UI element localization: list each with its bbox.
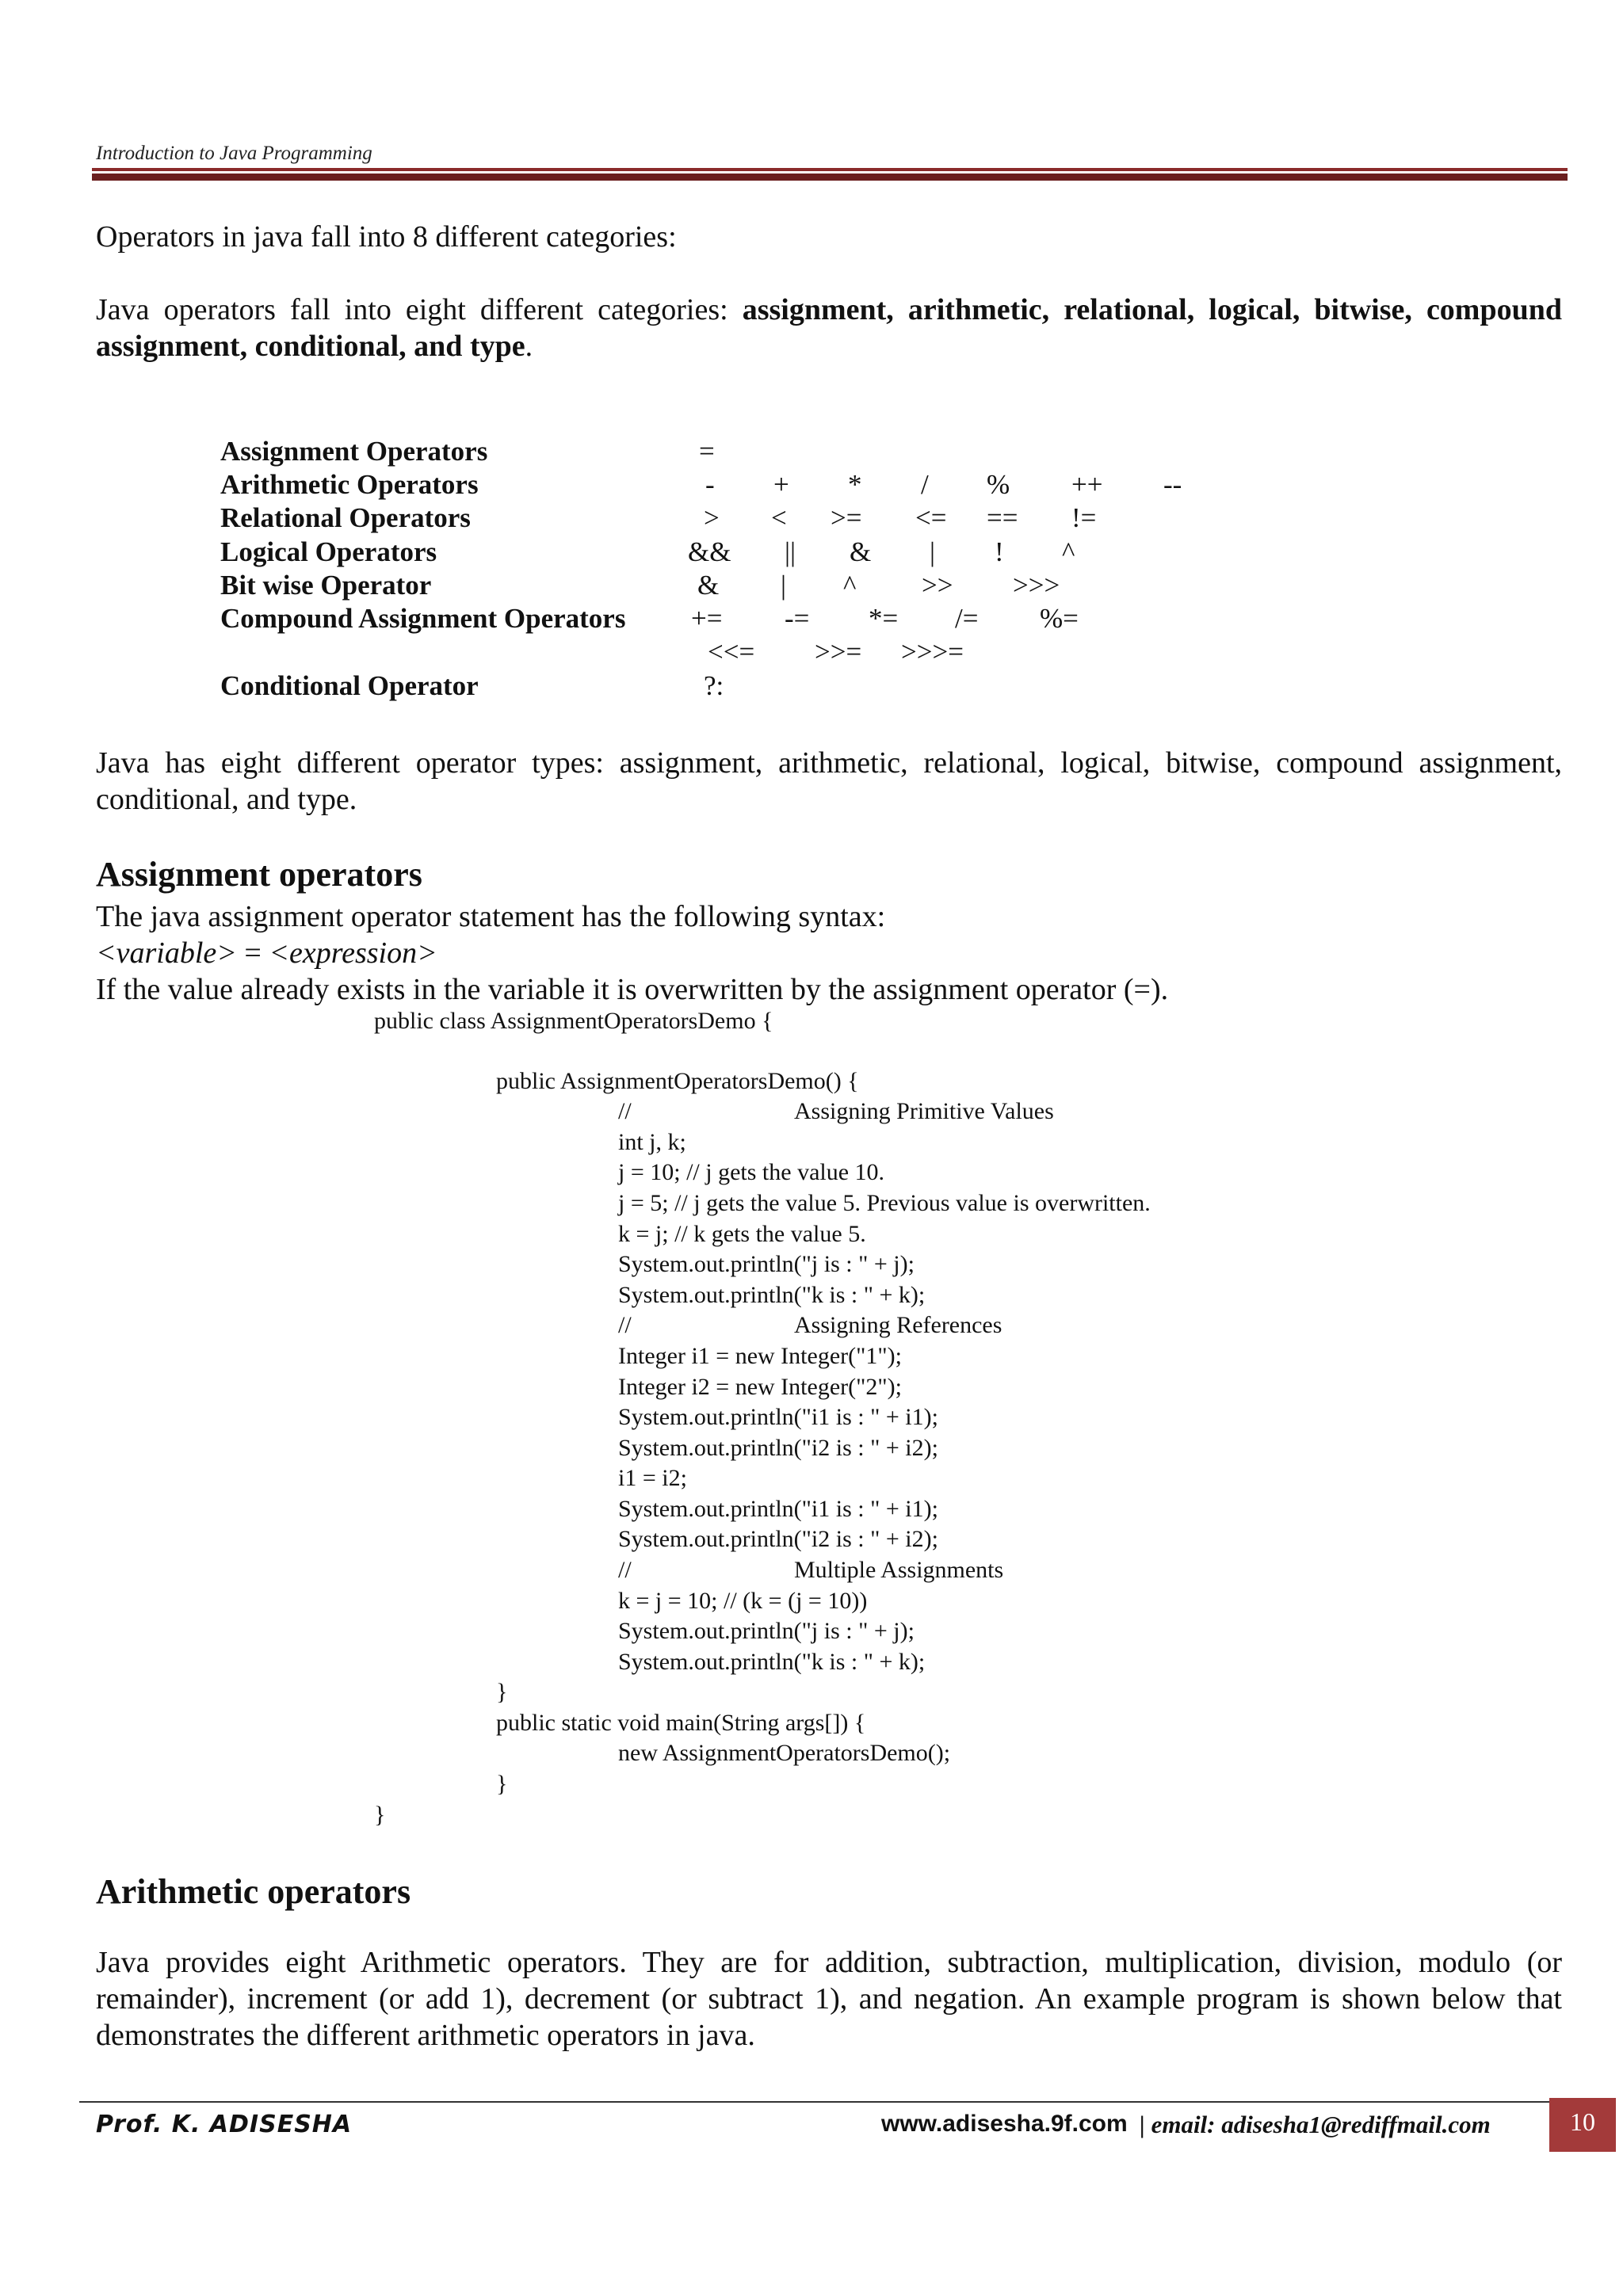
code-line: public class AssignmentOperatorsDemo { [374,1008,773,1034]
section-heading-assignment: Assignment operators [96,855,422,894]
op-label-logical: Logical Operators [220,536,437,567]
syntax-expression: <expression> [269,936,437,970]
code-line: System.out.println("i2 is : " + i2); [618,1435,938,1461]
op-symbol: = [699,436,715,467]
intro-categories: assignment, arithmetic, relational, logical, bitwise, compound assignment, conditional, and type [96,293,1562,363]
op-symbol: ^ [1062,536,1075,567]
op-symbol: > [704,502,720,533]
code-line: i1 = i2; [618,1465,687,1491]
op-symbol: & [697,570,720,601]
op-symbol: == [987,502,1018,533]
op-label-conditional: Conditional Operator [220,670,479,701]
code-comment: Assigning Primitive Values [794,1098,1054,1124]
op-symbol: -- [1163,469,1182,500]
op-symbol: += [691,603,723,634]
assignment-syntax-intro: The java assignment operator statement has the following syntax: [96,900,886,933]
syntax-variable: <variable> [96,936,237,970]
op-label-bitwise: Bit wise Operator [220,570,432,601]
code-comment: Multiple Assignments [794,1557,1004,1583]
code-line: j = 5; // j gets the value 5. Previous value is overwritten. [618,1190,1151,1216]
op-label-assignment: Assignment Operators [220,436,488,467]
op-label-compound: Compound Assignment Operators [220,603,626,634]
op-symbol: || [785,536,796,567]
op-symbol: ! [995,536,1004,567]
op-symbol: ^ [843,570,857,601]
op-symbol: * [848,469,862,500]
op-symbol: >> [922,570,953,601]
op-symbol: *= [869,603,899,634]
footer-rule [79,2101,1549,2103]
op-symbol: <= [915,502,947,533]
op-symbol: & [850,536,872,567]
intro-line: Operators in java fall into 8 different categories: [96,220,677,254]
op-symbol: % [987,469,1010,500]
intro-plain: Java operators fall into eight different categories: [96,293,743,326]
footer-email: | email: adisesha1@rediffmail.com [1140,2111,1491,2138]
code-line: System.out.println("k is : " + k); [618,1649,926,1675]
code-line: k = j; // k gets the value 5. [618,1221,866,1247]
op-symbol: ?: [704,670,724,701]
op-symbol: %= [1040,603,1079,634]
code-line: } [496,1679,508,1705]
op-symbol: - [705,469,715,500]
op-label-relational: Relational Operators [220,502,471,533]
footer-author: Prof. K. ADISESHA [96,2111,353,2138]
assignment-overwrite-note: If the value already exists in the variable it is overwritten by the assignment operator (=). [96,973,1169,1006]
op-symbol: /= [955,603,979,634]
op-symbol: >= [831,502,862,533]
code-line: new AssignmentOperatorsDemo(); [618,1740,951,1766]
op-symbol: + [773,469,789,500]
summary-paragraph: Java has eight different operator types: assignment, arithmetic, relational, logical, bitwise, compound assignment, conditional, and type. [96,746,1562,816]
code-line: public static void main(String args[]) { [496,1710,866,1736]
code-line: int j, k; [618,1129,686,1155]
code-line: k = j = 10; // (k = (j = 10)) [618,1588,868,1614]
op-symbol: ++ [1071,469,1103,500]
code-line: System.out.println("k is : " + k); [618,1282,926,1308]
op-label-arithmetic: Arithmetic Operators [220,469,479,500]
header-title: Introduction to Java Programming [96,143,372,164]
code-line: } [496,1771,508,1797]
op-symbol: | [781,570,787,601]
op-symbol: >>= [815,636,862,667]
code-line: Integer i1 = new Integer("1"); [618,1343,902,1369]
section-heading-arithmetic: Arithmetic operators [96,1872,411,1911]
code-comment: Assigning References [794,1312,1002,1338]
intro-paragraph [96,292,1562,364]
code-line: // [618,1557,632,1583]
arithmetic-paragraph: Java provides eight Arithmetic operators. They are for addition, subtraction, multiplication, division, modulo (or remainder), increment (or add 1), decrement (or subtract 1), and negation. An example program is shown below that demonstrates the different arithmetic operators in java. [96,1946,1562,2052]
code-line: // [618,1312,632,1338]
op-symbol: && [688,536,731,567]
code-line: j = 10; // j gets the value 10. [618,1159,885,1185]
op-symbol: < [771,502,787,533]
code-line: Integer i2 = new Integer("2"); [618,1374,902,1400]
code-line: System.out.println("j is : " + j); [618,1251,915,1277]
op-symbol: != [1071,502,1097,533]
page-number: 10 [1570,2107,1595,2136]
op-symbol: >>> [1013,570,1060,601]
footer-website: www.adisesha.9f.com [881,2111,1128,2137]
code-line: public AssignmentOperatorsDemo() { [496,1068,859,1094]
intro-end: . [525,330,533,363]
header-rule [92,168,1568,171]
op-symbol: | [930,536,936,567]
op-symbol: -= [785,603,810,634]
code-line: System.out.println("i2 is : " + i2); [618,1526,938,1552]
code-line: System.out.println("j is : " + j); [618,1618,915,1644]
code-line: // [618,1098,632,1124]
code-line: System.out.println("i1 is : " + i1); [618,1496,938,1522]
op-symbol: <<= [708,636,755,667]
op-symbol: / [921,469,929,500]
code-line: System.out.println("i1 is : " + i1); [618,1404,938,1430]
code-line: } [374,1802,386,1828]
op-symbol: >>>= [901,636,964,667]
header-rule-thick [92,174,1568,181]
assignment-syntax [96,935,437,971]
syntax-equals: = [236,936,269,970]
